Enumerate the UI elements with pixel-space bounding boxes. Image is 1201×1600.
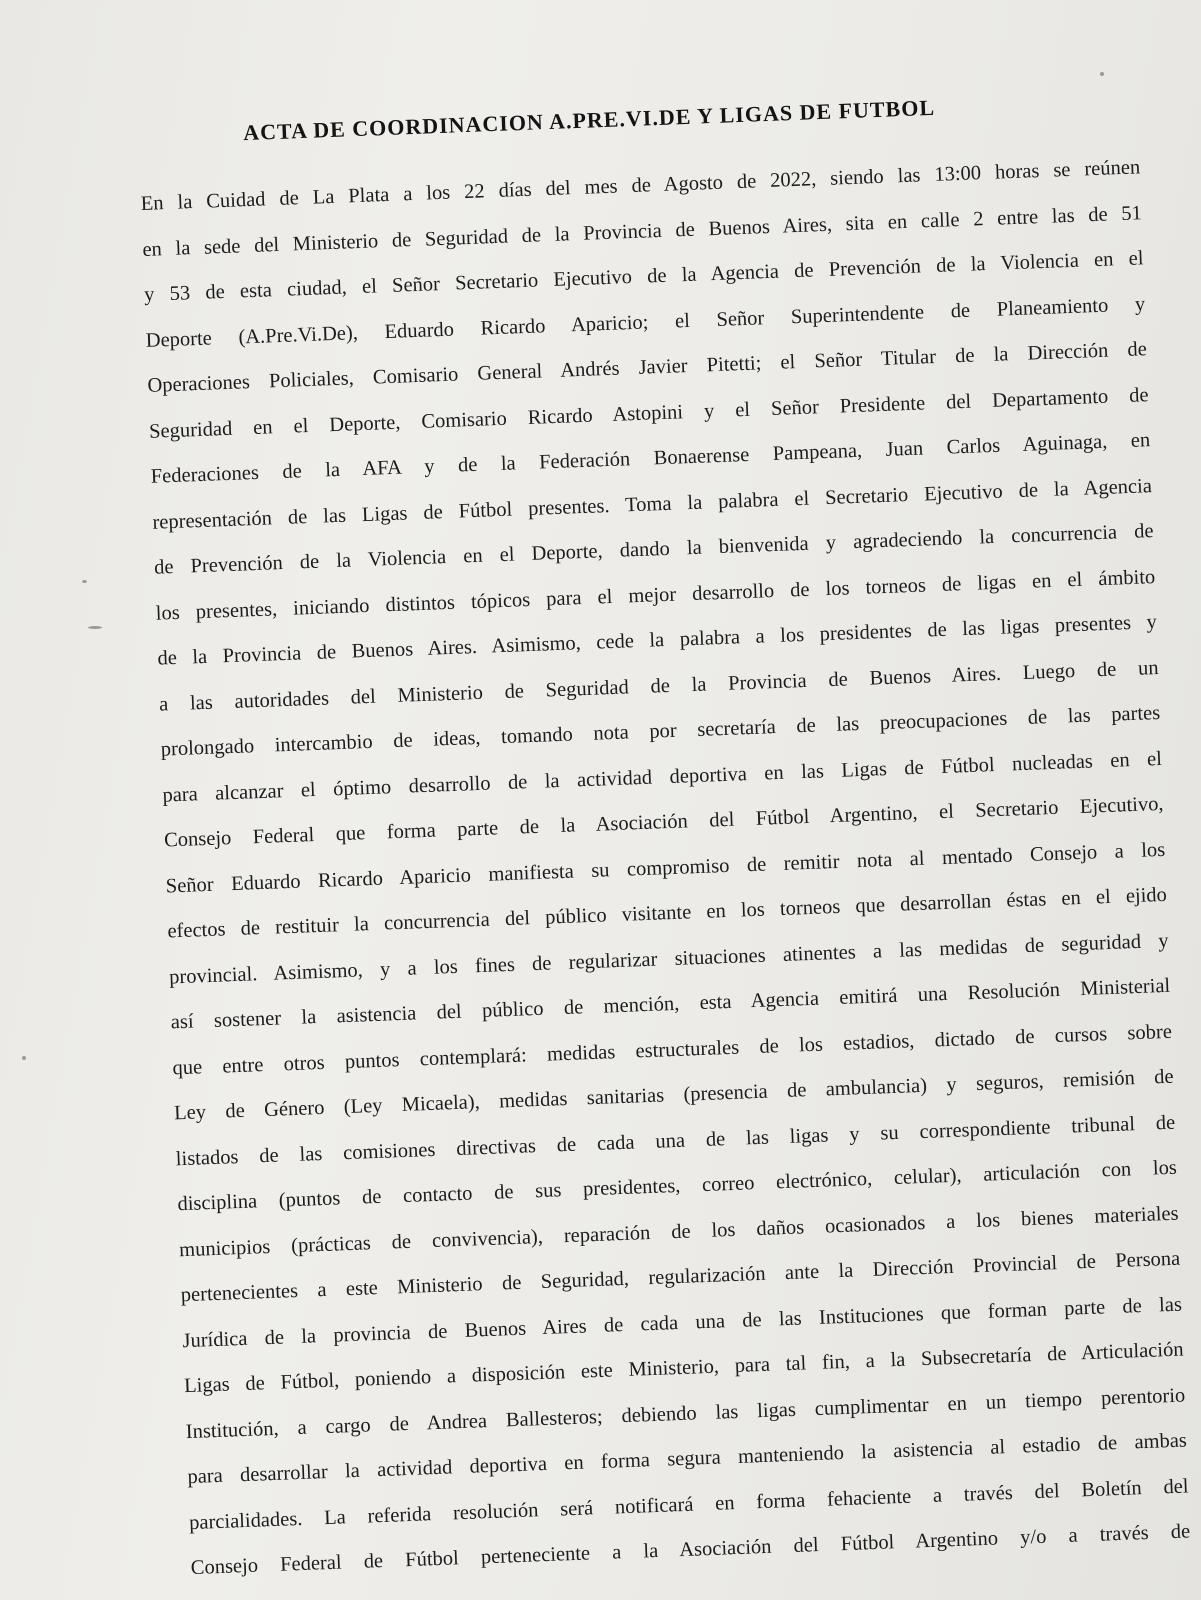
- body-line: Deporte (A.Pre.Vi.De), Eduardo Ricardo Aparicio; el Señor Superintendente de Planeamiento y: [145, 292, 1146, 352]
- body-line: así sostener la asistencia del público de mención, esta Agencia emitirá una Resolución Ministerial: [170, 974, 1171, 1034]
- body-line: parcialidades. La referida resolución será notificará en forma fehaciente a través del Boletín del: [188, 1474, 1189, 1534]
- body-line: de Prevención de la Violencia en el Deporte, dando la bienvenida y agradeciendo la concurrencia de: [153, 520, 1154, 579]
- body-line: En la Cuidad de La Plata a los 22 días del mes de Agosto de 2022, siendo las 13:00 horas se reúnen: [140, 156, 1141, 215]
- body-line: efectos de restituir la concurrencia del público visitante en los torneos que desarrollan éstas en el ejido: [167, 883, 1168, 943]
- body-line: Operaciones Policiales, Comisario General Andrés Javier Pitetti; el Señor Titular de la Dirección de: [147, 338, 1148, 397]
- body-line: disciplina (puntos de contacto de sus presidentes, correo electrónico, celular), articulación con los: [177, 1156, 1178, 1216]
- document-body: [140, 145, 1191, 1591]
- paper-speck: [1100, 72, 1104, 76]
- body-line: Consejo Federal de Fútbol perteneciente a la Asociación del Fútbol Argentino y/o a través de: [190, 1520, 1191, 1580]
- body-line: Señor Eduardo Ricardo Aparicio manifiesta su compromiso de remitir nota al mentado Consejo a los: [165, 838, 1166, 898]
- body-line: pertenecientes a este Ministerio de Seguridad, regularización ante la Dirección Provincial de Persona: [180, 1247, 1181, 1307]
- body-line: para alcanzar el óptimo desarrollo de la actividad deportiva en las Ligas de Fútbol nucleadas en el: [162, 747, 1163, 807]
- document-content: [140, 94, 1191, 1591]
- body-line: para desarrollar la actividad deportiva en forma segura manteniendo la asistencia al estadio de ambas: [187, 1429, 1188, 1489]
- body-line: Institución, a cargo de Andrea Ballesteros; debiendo las ligas cumplimentar en un tiempo perentorio: [185, 1384, 1186, 1443]
- body-line: representación de las Ligas de Fútbol presentes. Toma la palabra el Secretario Ejecutivo de la Agencia: [152, 474, 1153, 534]
- body-line: de la Provincia de Buenos Aires. Asimismo, cede la palabra a los presidentes de las ligas presentes y: [157, 611, 1158, 670]
- body-line: Ley de Género (Ley Micaela), medidas sanitarias (presencia de ambulancia) y seguros, remisión de: [173, 1065, 1174, 1125]
- body-line: en la sede del Ministerio de Seguridad de la Provincia de Buenos Aires, sita en calle 2 entre las de 51: [142, 201, 1143, 261]
- paper-speck: [82, 580, 87, 583]
- body-line: provincial. Asimismo, y a los fines de regularizar situaciones atinentes a las medidas de seguridad y: [168, 929, 1169, 988]
- body-line: a las autoridades del Ministerio de Seguridad de la Provincia de Buenos Aires. Luego de un: [158, 656, 1159, 716]
- body-line: prolongado intercambio de ideas, tomando nota por secretaría de las preocupaciones de las partes: [160, 701, 1161, 761]
- body-line: Ligas de Fútbol, poniendo a disposición este Ministerio, para tal fin, a la Subsecretaría de Articulación: [183, 1338, 1184, 1398]
- body-line: que entre otros puntos contemplará: medidas estructurales de los estadios, dictado de cursos sobre: [172, 1020, 1173, 1079]
- body-line: Jurídica de la provincia de Buenos Aires de cada una de las Instituciones que forman parte de las: [182, 1293, 1183, 1352]
- body-line: municipios (prácticas de convivencia), reparación de los daños ocasionados a los bienes materiales: [178, 1202, 1179, 1261]
- paper-speck: [22, 1056, 26, 1060]
- body-line: los presentes, iniciando distintos tópicos para el mejor desarrollo de los torneos de ligas en el ámbito: [155, 565, 1156, 625]
- body-line: Seguridad en el Deporte, Comisario Ricardo Astopini y el Señor Presidente del Departamento de: [148, 383, 1149, 443]
- document-title: ACTA DE COORDINACION A.PRE.VI.DE Y LIGAS DE FUTBOL: [242, 94, 936, 146]
- body-line: y 53 de esta ciudad, el Señor Secretario Ejecutivo de la Agencia de Prevención de la Violencia en el: [143, 247, 1144, 306]
- body-line: listados de las comisiones directivas de cada una de las ligas y su correspondiente tribunal de: [175, 1111, 1176, 1170]
- body-line: Federaciones de la AFA y de la Federación Bonaerense Pampeana, Juan Carlos Aguinaga, en: [150, 429, 1151, 488]
- body-line: Consejo Federal que forma parte de la Asociación del Fútbol Argentino, el Secretario Ejecutivo,: [163, 792, 1164, 852]
- paper-speck: [88, 626, 102, 629]
